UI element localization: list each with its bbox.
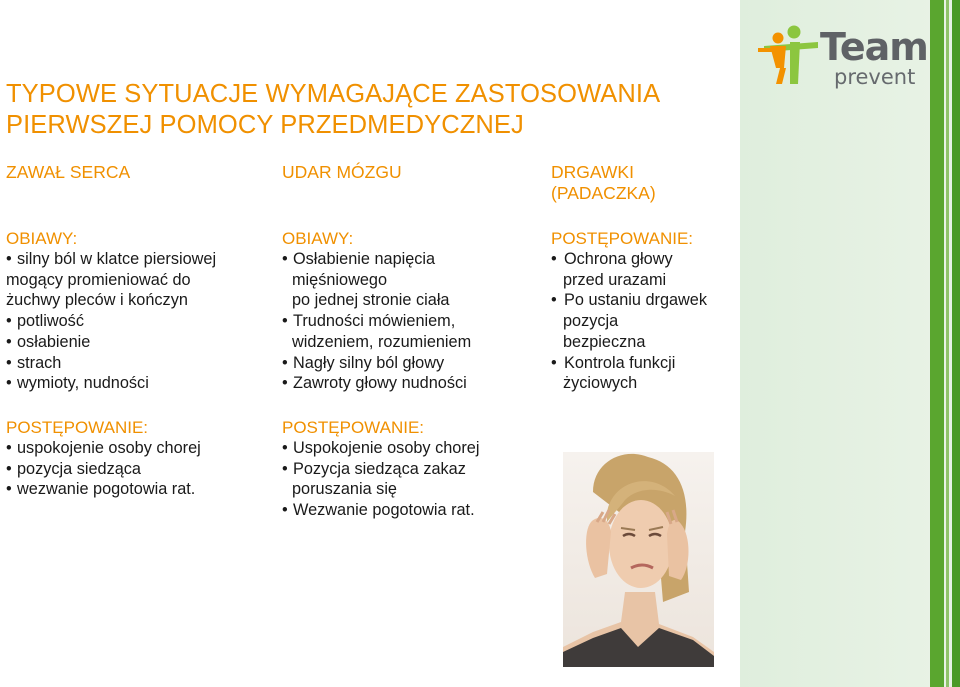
list-item-continuation: mogący promieniować do <box>6 270 191 289</box>
heart-attack-symptoms <box>6 228 266 394</box>
heading-seizures-line-2: (PADACZKA) <box>551 183 656 203</box>
seizures-procedure <box>551 228 741 394</box>
list-item-continuation: pozycja <box>563 312 619 331</box>
list-item: • Po ustaniu drgawek <box>551 290 741 311</box>
list-item: • strach <box>6 353 266 374</box>
symptoms-label: OBIAWY: <box>282 229 354 248</box>
list-item: • Zawroty głowy nudności <box>282 373 542 394</box>
list-item-continuation: życiowych <box>563 374 638 393</box>
procedure-label: POSTĘPOWANIE: <box>551 229 694 248</box>
list-item-continuation: widzeniem, rozumieniem <box>292 332 472 351</box>
list-item: • Wezwanie pogotowia rat. <box>282 500 542 521</box>
woman-holding-head-illustration <box>563 452 714 667</box>
title-line-2: PIERWSZEJ POMOCY PRZEDMEDYCZNEJ <box>6 111 524 139</box>
heading-seizures <box>551 162 656 204</box>
list-item: • Osłabienie napięcia <box>282 249 542 270</box>
list-item: • Pozycja siedząca zakaz <box>282 459 542 480</box>
heart-attack-procedure <box>6 417 266 500</box>
list-item: • silny ból w klatce piersiowej <box>6 249 266 270</box>
running-people-logo-icon <box>756 24 826 86</box>
list-item-continuation: po jednej stronie ciała <box>292 291 450 310</box>
logo-word-team: Team <box>820 25 928 69</box>
list-item: • Uspokojenie osoby chorej <box>282 438 542 459</box>
heading-seizures-line-1: DRGAWKI <box>551 162 634 182</box>
list-item: • Trudności mówieniem, <box>282 311 542 332</box>
sidebar-stripe <box>952 0 960 687</box>
list-item: • potliwość <box>6 311 266 332</box>
list-item-continuation: mięśniowego <box>292 270 388 289</box>
list-item: • pozycja siedząca <box>6 459 266 480</box>
list-item-continuation: przed urazami <box>563 270 667 289</box>
procedure-label: POSTĘPOWANIE: <box>282 418 425 437</box>
list-item-continuation: poruszania się <box>292 480 397 499</box>
list-item: • osłabienie <box>6 332 266 353</box>
symptoms-label: OBIAWY: <box>6 229 78 248</box>
headache-woman-photo <box>563 452 714 667</box>
teamprevent-logo <box>756 24 926 94</box>
stroke-procedure <box>282 417 542 521</box>
heading-heart-attack: ZAWAŁ SERCA <box>6 162 131 182</box>
list-item: • wezwanie pogotowia rat. <box>6 479 266 500</box>
list-item: • Nagły silny ból głowy <box>282 353 542 374</box>
list-item: • uspokojenie osoby chorej <box>6 438 266 459</box>
list-item: • wymioty, nudności <box>6 373 266 394</box>
sidebar-stripe <box>946 0 949 687</box>
stroke-symptoms <box>282 228 542 394</box>
sidebar-stripe <box>930 0 944 687</box>
sidebar-background <box>740 0 960 687</box>
heading-stroke: UDAR MÓZGU <box>282 162 402 182</box>
title-line-1: TYPOWE SYTUACJE WYMAGAJĄCE ZASTOSOWANIA <box>6 80 661 108</box>
page-title <box>6 79 746 141</box>
logo-word-prevent: prevent <box>834 65 916 89</box>
list-item-continuation: bezpieczna <box>563 332 646 351</box>
procedure-label: POSTĘPOWANIE: <box>6 418 149 437</box>
list-item: • Ochrona głowy <box>551 249 741 270</box>
list-item: • Kontrola funkcji <box>551 353 741 374</box>
list-item-continuation: żuchwy pleców i kończyn <box>6 291 188 310</box>
